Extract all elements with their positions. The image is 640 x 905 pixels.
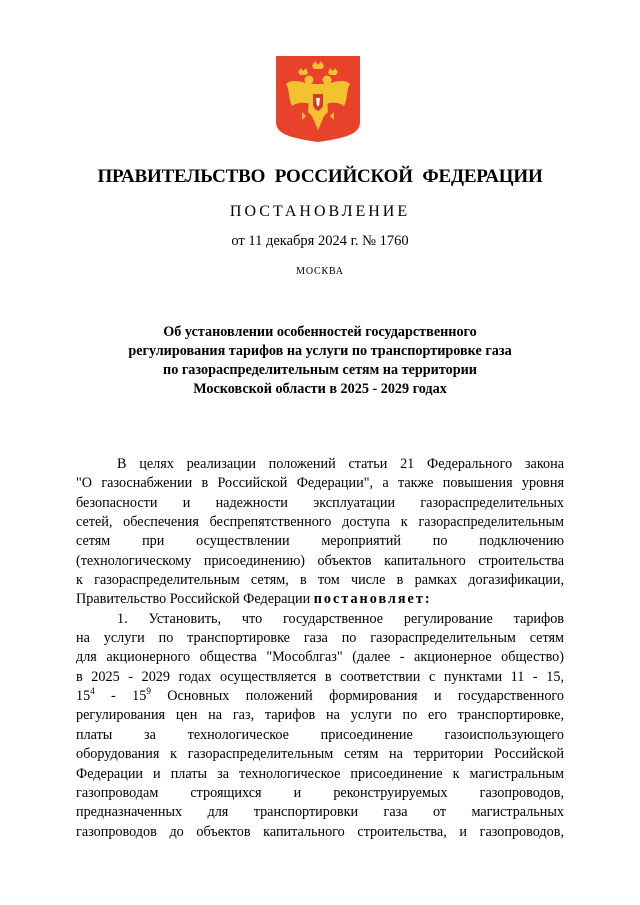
subject-line: регулирования тарифов на услуги по транспортировке газа	[128, 343, 512, 359]
russian-coat-of-arms-icon	[276, 56, 360, 142]
body-line: (технологическому присоединению) объектов капитального строительства	[76, 552, 564, 569]
body-text: - 15	[94, 688, 147, 705]
superscript: 9	[146, 686, 151, 697]
body-line: сетям при осуществлении мероприятий по подключению	[76, 533, 564, 550]
body-line: Федерации и платы за технологическое присоединение к магистральным	[76, 765, 564, 782]
body-line: 1. Установить, что государственное регулирование тарифов	[117, 610, 564, 627]
body-line: в 2025 - 2029 годах осуществляется в соответствии с пунктами 11 - 15,	[76, 668, 564, 685]
body-line: оборудования к газораспределительным сетям на территории Российской	[76, 746, 564, 763]
decree-word: постановляет:	[313, 591, 432, 608]
document-type: ПОСТАНОВЛЕНИЕ	[229, 203, 411, 220]
body-line: В целях реализации положений статьи 21 Федерального закона	[117, 456, 564, 472]
body-line: сетей, обеспечения беспрепятственного доступа к газораспределительным	[76, 514, 564, 531]
body-line	[76, 590, 564, 609]
body-line: "О газоснабжении в Российской Федерации", а также повышения уровня	[76, 475, 564, 492]
superscript: 4	[90, 686, 95, 697]
body-line: для акционерного общества "Мособлгаз" (далее - акционерное общество)	[76, 649, 564, 666]
body-line: газопроводов до объектов капитального строительства, и газопроводов,	[76, 823, 564, 840]
body-line: платы за технологическое присоединение газоиспользующего	[76, 726, 564, 743]
body-line: регулирования цен на газ, тарифов на услуги по его транспортировке,	[76, 707, 564, 724]
subject-line: Московской области в 2025 - 2029 годах	[193, 381, 447, 397]
subject-line: Об установлении особенностей государственного	[163, 324, 477, 340]
body-line: газопроводам строящихся и реконструируемых газопроводов,	[76, 784, 564, 801]
subject-line: по газораспределительным сетям на территории	[163, 362, 477, 378]
body-line: предназначенных для транспортировки газа от магистральных	[76, 804, 564, 821]
document-date-number: от 11 декабря 2024 г. № 1760	[231, 233, 409, 249]
body-line: к газораспределительным сетям, в том числе в рамках догазификации,	[76, 572, 564, 589]
body-line: на услуги по транспортировке газа по газораспределительным сетям	[76, 630, 564, 647]
document-city: МОСКВА	[296, 266, 344, 277]
government-title: ПРАВИТЕЛЬСТВО РОССИЙСКОЙ ФЕДЕРАЦИИ	[97, 166, 543, 187]
body-text: Правительство Российской Федерации	[76, 591, 314, 608]
body-text: Основных положений формирования и государственного	[150, 688, 564, 705]
body-line	[76, 687, 564, 706]
body-text: 15	[76, 688, 91, 705]
document-subject	[0, 323, 640, 399]
body-line: безопасности и надежности эксплуатации газораспределительных	[76, 494, 564, 511]
document-body	[76, 455, 564, 842]
